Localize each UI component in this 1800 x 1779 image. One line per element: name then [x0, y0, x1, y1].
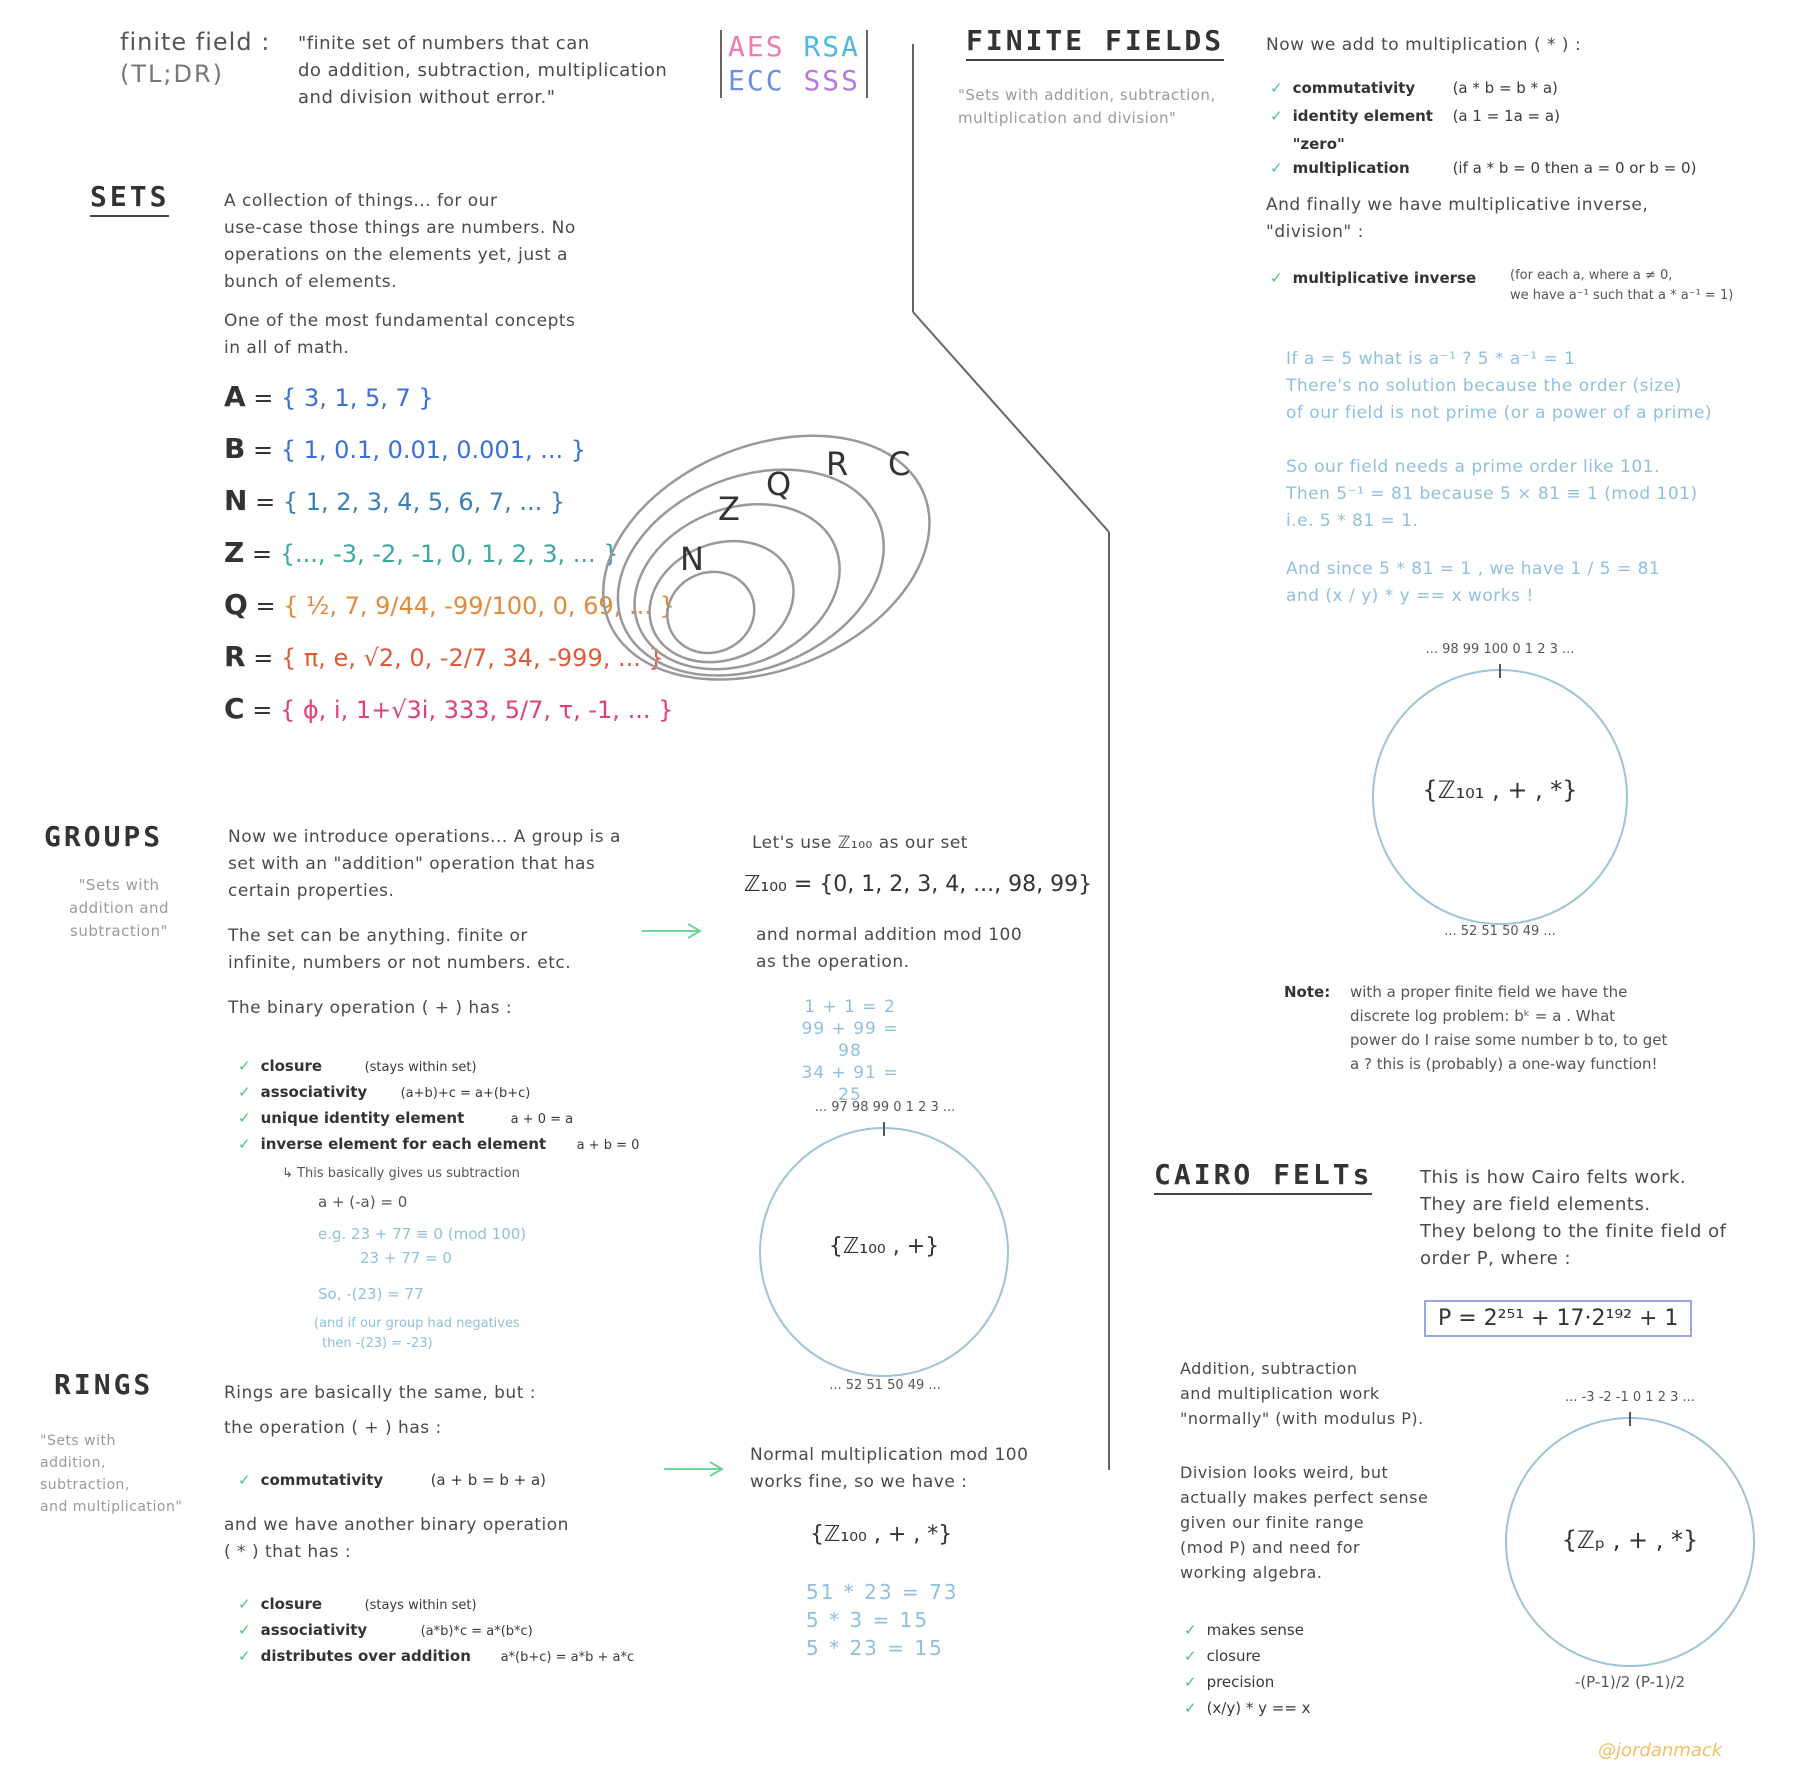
- sets-description: [224, 188, 576, 362]
- check-icon: ✓: [1184, 1621, 1197, 1639]
- text-line: "Sets with: [40, 1433, 116, 1449]
- text-line: Rings are basically the same, but :: [224, 1383, 536, 1403]
- cairo-description: [1420, 1164, 1727, 1272]
- text-line: of our field is not prime (or a power of a prime): [1286, 403, 1713, 423]
- text-line: (and if our group had negatives: [314, 1316, 520, 1331]
- cairo-heading: CAIRO FELTs: [1154, 1158, 1372, 1195]
- set-row-z: Z = {..., -3, -2, -1, 0, 1, 2, 3, ... }: [224, 536, 619, 569]
- text-line: So our field needs a prime order like 101.: [1286, 457, 1660, 477]
- venn-label-z: Z: [718, 490, 740, 528]
- venn-label-c: C: [888, 445, 911, 483]
- venn-label-r: R: [826, 445, 849, 483]
- text-line: order P, where :: [1420, 1248, 1572, 1269]
- set-items: { ½, 7, 9/44, -99/100, 0, 69, ... }: [283, 592, 675, 620]
- text-line: and (x / y) * y == x works !: [1286, 586, 1534, 606]
- sum-line: 34 + 91 = 25: [801, 1063, 899, 1105]
- check-icon: ✓: [238, 1471, 251, 1489]
- check-icon: ✓: [238, 1595, 251, 1613]
- text-line: 23 + 77 = 0: [360, 1249, 452, 1267]
- note-text: [1350, 980, 1667, 1076]
- z100-circle-label: {ℤ₁₀₀ , +}: [828, 1234, 940, 1259]
- zp-circle-top-labels: ... -3 -2 -1 0 1 2 3 ...: [1565, 1390, 1695, 1405]
- set-row-c: C = { ϕ, i, 1+√3i, 333, 5/7, τ, -1, ... }: [224, 692, 674, 725]
- rings-subtitle: [40, 1430, 182, 1518]
- text-line: If a = 5 what is a⁻¹ ? 5 * a⁻¹ = 1: [1286, 349, 1576, 369]
- text-line: and we have another binary operation: [224, 1515, 569, 1535]
- algo-aes: AES: [728, 30, 785, 63]
- text-line: One of the most fundamental concepts: [224, 311, 576, 331]
- divider-line: [912, 44, 914, 312]
- text-line: multiplication and division": [958, 109, 1177, 127]
- rings-another: [224, 1512, 569, 1566]
- zp-circle-bottom-labels: -(P-1)/2 (P-1)/2: [1574, 1673, 1686, 1691]
- crypto-algorithms: [720, 30, 868, 98]
- algo-ecc: ECC: [728, 64, 785, 97]
- text-line: operations on the elements yet, just a: [224, 245, 568, 265]
- text-line: addition and: [68, 899, 170, 917]
- text-line: Division looks weird, but: [1180, 1463, 1389, 1482]
- sum-line: 1 + 1 = 2: [804, 997, 896, 1017]
- text-line: power do I raise some number b to, to get: [1350, 1031, 1668, 1049]
- ring-products: [806, 1578, 959, 1662]
- text-line: e.g. 23 + 77 ≡ 0 (mod 100): [318, 1225, 527, 1243]
- text-line: and multiplication": [40, 1499, 183, 1515]
- ff-inverse: ✓ multiplicative inverse: [1270, 269, 1477, 287]
- venn-label-q: Q: [766, 465, 792, 503]
- text-line: discrete log problem: bᵏ = a . What: [1350, 1007, 1616, 1025]
- text-line: and normal addition mod 100: [756, 925, 1023, 945]
- z101-circle-label: {ℤ₁₀₁ , + , *}: [1422, 776, 1578, 804]
- sum-line: 99 + 99 = 98: [801, 1019, 899, 1061]
- algo-sss: SSS: [803, 64, 861, 97]
- set-items: { 1, 0.1, 0.01, 0.001, ... }: [280, 436, 587, 464]
- ff-prop: ✓ commutativity (a * b = b * a): [1270, 79, 1558, 97]
- check-icon: ✓: [1270, 79, 1283, 97]
- text-line: i.e. 5 * 81 = 1.: [1286, 511, 1419, 531]
- ff-prop: ✓ identity element (a 1 = 1a = a): [1270, 107, 1560, 125]
- text-line: They belong to the finite field of: [1420, 1221, 1727, 1242]
- ff-inverse-formula: [1510, 266, 1733, 306]
- text-line: bunch of elements.: [224, 272, 398, 292]
- text-line: a ? this is (probably) a one-way function!: [1350, 1055, 1658, 1073]
- z100-sums: [790, 996, 910, 1106]
- check-icon: ✓: [238, 1109, 251, 1127]
- text-line: (for each a, where a ≠ 0,: [1510, 268, 1673, 283]
- sets-heading: SETS: [90, 180, 169, 217]
- ff-example-1: [1286, 346, 1712, 427]
- groups-subtitle: [58, 874, 180, 943]
- quote-line: and division without error.": [298, 87, 556, 108]
- ring-prop: ✓ closure (stays within set): [238, 1595, 477, 1613]
- text-line: addition,: [40, 1455, 107, 1471]
- rings-heading: RINGS: [54, 1368, 154, 1401]
- text-line: the operation ( + ) has :: [224, 1418, 442, 1438]
- text-line: we have a⁻¹ such that a * a⁻¹ = 1): [1510, 288, 1734, 303]
- product-line: 51 * 23 = 73: [806, 1580, 959, 1604]
- zp-circle-label: {ℤₚ , + , *}: [1561, 1526, 1699, 1554]
- set-items: { 1, 2, 3, 4, 5, 6, 7, ... }: [282, 488, 566, 516]
- text-line: Addition, subtraction: [1180, 1359, 1358, 1378]
- check-icon: ✓: [238, 1057, 251, 1075]
- set-row-q: Q = { ½, 7, 9/44, -99/100, 0, 69, ... }: [224, 588, 675, 621]
- text-line: And finally we have multiplicative inverse,: [1266, 195, 1649, 215]
- finite-fields-subtitle: [958, 84, 1216, 130]
- text-line: And since 5 * 81 = 1 , we have 1 / 5 = 81: [1286, 559, 1661, 579]
- text-line: as the operation.: [756, 952, 910, 972]
- text-line: subtraction,: [40, 1477, 130, 1493]
- text-line: A collection of things... for our: [224, 191, 498, 211]
- check-icon: ✓: [1184, 1673, 1197, 1691]
- text-line: ( * ) that has :: [224, 1542, 352, 1562]
- text-line: infinite, numbers or not numbers. etc.: [228, 953, 572, 973]
- set-row-r: R = { π, e, √2, 0, -2/7, 34, -999, ... }: [224, 640, 664, 673]
- ff-prop: ✓"zero" multiplication (if a * b = 0 then a = 0 or b = 0): [1270, 135, 1697, 177]
- cairo-checks: [1184, 1618, 1311, 1720]
- text-line: then -(23) = -23): [322, 1336, 433, 1351]
- product-line: 5 * 23 = 15: [806, 1636, 944, 1660]
- groups-negatives-note: [314, 1314, 520, 1354]
- check-icon: ✓: [1270, 269, 1283, 287]
- product-line: 5 * 3 = 15: [806, 1608, 930, 1632]
- text-line: Normal multiplication mod 100: [750, 1445, 1029, 1465]
- check-icon: ✓: [1270, 107, 1283, 125]
- group-prop: ✓ inverse element for each element a + b = 0: [238, 1135, 640, 1153]
- rings-commutativity: ✓ commutativity (a + b = b + a): [238, 1471, 547, 1489]
- text-line: in all of math.: [224, 338, 350, 358]
- text-line: with a proper finite field we have the: [1350, 983, 1628, 1001]
- group-prop: ✓ closure (stays within set): [238, 1057, 477, 1075]
- ff-finally: [1266, 192, 1648, 246]
- z101-circle-top-labels: ... 98 99 100 0 1 2 3 ...: [1425, 642, 1575, 657]
- text-line: There's no solution because the order (size): [1286, 376, 1682, 396]
- text-line: working algebra.: [1180, 1563, 1323, 1582]
- text-line: works fine, so we have :: [750, 1472, 968, 1492]
- ff-example-2: [1286, 454, 1698, 535]
- text-line: set with an "addition" operation that has: [228, 854, 596, 874]
- check-icon: ✓: [238, 1135, 251, 1153]
- text-line: use-case those things are numbers. No: [224, 218, 576, 238]
- check-icon: ✓: [238, 1647, 251, 1665]
- text-line: This is how Cairo felts work.: [1420, 1167, 1687, 1188]
- set-items: {..., -3, -2, -1, 0, 1, 2, 3, ... }: [279, 540, 619, 568]
- finite-fields-heading: FINITE FIELDS: [966, 24, 1224, 61]
- text-line: subtraction": [70, 922, 168, 940]
- arrow-icon: [662, 1458, 726, 1480]
- z100-definition: ℤ₁₀₀ = {0, 1, 2, 3, 4, ..., 98, 99}: [744, 872, 1093, 897]
- text-line: Now we introduce operations... A group is a: [228, 827, 621, 847]
- groups-example: [318, 1222, 526, 1270]
- group-prop: ✓ unique identity element a + 0 = a: [238, 1109, 574, 1127]
- set-row-b: B = { 1, 0.1, 0.01, 0.001, ... }: [224, 432, 587, 465]
- note-label: Note:: [1284, 983, 1331, 1001]
- check-icon: ✓: [238, 1621, 251, 1639]
- cairo-check: ✓ (x/y) * y == x: [1184, 1699, 1311, 1717]
- text-line: (mod P) and need for: [1180, 1538, 1361, 1557]
- cairo-check: ✓ precision: [1184, 1673, 1275, 1691]
- divider-line: [1108, 532, 1110, 1470]
- cairo-check: ✓ closure: [1184, 1647, 1261, 1665]
- groups-description: [228, 824, 621, 1022]
- subtraction-note: ↳ This basically gives us subtraction: [282, 1166, 520, 1181]
- groups-heading: GROUPS: [44, 820, 164, 853]
- check-icon: ✓: [1184, 1647, 1197, 1665]
- cairo-operations: [1180, 1356, 1424, 1431]
- text-line: They are field elements.: [1420, 1194, 1651, 1215]
- quote-line: "finite set of numbers that can: [298, 33, 590, 54]
- ff-intro: Now we add to multiplication ( * ) :: [1266, 35, 1582, 55]
- inverse-equation: a + (-a) = 0: [318, 1193, 408, 1211]
- ff-properties: [1270, 76, 1696, 180]
- text-line: "Sets with: [78, 876, 160, 894]
- header-quote: [298, 30, 667, 111]
- group-prop: ✓ associativity (a+b)+c = a+(b+c): [238, 1083, 531, 1101]
- rings-multiplication: [750, 1442, 1028, 1496]
- quote-line: do addition, subtraction, multiplication: [298, 60, 668, 81]
- set-items: { π, e, √2, 0, -2/7, 34, -999, ... }: [280, 644, 664, 672]
- set-row-n: N = { 1, 2, 3, 4, 5, 6, 7, ... }: [224, 484, 566, 517]
- check-icon: ✓: [238, 1083, 251, 1101]
- text-line: The set can be anything. finite or: [228, 926, 528, 946]
- algo-rsa: RSA: [803, 30, 861, 63]
- z100-intro: Let's use ℤ₁₀₀ as our set: [752, 833, 968, 853]
- ring-prop: ✓ associativity (a*b)*c = a*(b*c): [238, 1621, 533, 1639]
- rings-properties: [238, 1592, 634, 1668]
- text-line: Then 5⁻¹ = 81 because 5 × 81 ≡ 1 (mod 101): [1286, 484, 1698, 504]
- groups-so: So, -(23) = 77: [318, 1285, 424, 1303]
- ring-label: {ℤ₁₀₀ , + , *}: [810, 1522, 953, 1547]
- ring-prop: ✓ distributes over addition a*(b+c) = a*b + a*c: [238, 1647, 635, 1665]
- check-icon: ✓: [1270, 159, 1283, 177]
- text-line: The binary operation ( + ) has :: [228, 998, 513, 1018]
- arrow-icon: [640, 920, 704, 942]
- venn-label-n: N: [680, 540, 704, 578]
- text-line: given our finite range: [1180, 1513, 1365, 1532]
- text-line: certain properties.: [228, 881, 395, 901]
- text-line: actually makes perfect sense: [1180, 1488, 1429, 1507]
- text-line: "normally" (with modulus P).: [1180, 1409, 1424, 1428]
- author-signature: @jordanmack: [1598, 1740, 1723, 1761]
- cairo-check: ✓ makes sense: [1184, 1621, 1304, 1639]
- header-tldr: (TL;DR): [120, 60, 224, 88]
- cairo-division: [1180, 1460, 1428, 1585]
- number-sets-venn: [590, 385, 950, 695]
- set-items: { 3, 1, 5, 7 }: [281, 384, 434, 412]
- header-title: finite field :: [120, 28, 271, 56]
- z100-circle-bottom-labels: ... 52 51 50 49 ...: [829, 1378, 941, 1393]
- text-line: "Sets with addition, subtraction,: [958, 86, 1216, 104]
- z100-operation: [756, 922, 1022, 976]
- text-line: "division" :: [1266, 222, 1364, 242]
- check-icon: ✓: [1184, 1699, 1197, 1717]
- header-title-block: [120, 28, 270, 88]
- rings-intro: [224, 1380, 536, 1442]
- text-line: and multiplication work: [1180, 1384, 1380, 1403]
- set-items: { ϕ, i, 1+√3i, 333, 5/7, τ, -1, ... }: [279, 696, 674, 724]
- z100-circle-top-labels: ... 97 98 99 0 1 2 3 ...: [814, 1100, 956, 1115]
- ff-example-3: [1286, 556, 1660, 610]
- groups-properties: [238, 1054, 639, 1158]
- p-formula-box: P = 2²⁵¹ + 17·2¹⁹² + 1: [1424, 1300, 1692, 1337]
- set-row-a: A = { 3, 1, 5, 7 }: [224, 380, 434, 413]
- z101-circle-bottom-labels: ... 52 51 50 49 ...: [1444, 924, 1556, 939]
